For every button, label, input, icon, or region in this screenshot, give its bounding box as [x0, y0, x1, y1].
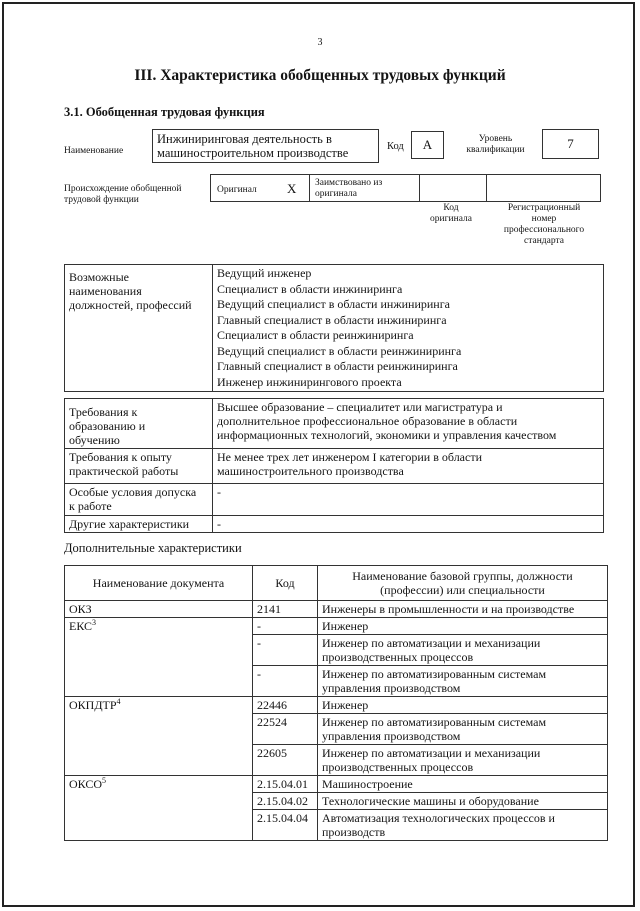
code-cell: 2.15.04.04	[253, 810, 318, 841]
borrowed-label	[315, 178, 382, 200]
subsection-title: 3.1. Обобщенная трудовая функция	[64, 105, 265, 119]
code-cell: 2.15.04.01	[253, 776, 318, 793]
col-doc-header: Наименование документа	[65, 566, 253, 601]
req-label-line: практической работы	[69, 464, 179, 478]
origin-label-line1: Происхождение обобщенной	[64, 184, 182, 194]
req-special-label	[65, 484, 213, 516]
name-line: производственных процессов	[322, 650, 474, 664]
footnote-mark: 3	[92, 618, 97, 627]
positions-list	[213, 265, 604, 392]
code-cell: -	[253, 618, 318, 635]
req-education-label	[65, 399, 213, 449]
level-label-line1: Уровень	[478, 134, 513, 144]
reg-caption-line2: номер	[531, 214, 557, 224]
req-education-value	[213, 399, 604, 449]
doc-cell	[65, 697, 253, 776]
code-caption-line2: оригинала	[430, 214, 472, 224]
name-cell: Инженеры в промышленности и на производстве	[318, 601, 608, 618]
doc-cell	[65, 776, 253, 841]
level-label	[458, 134, 533, 156]
position-item: Специалист в области реинжиниринга	[217, 328, 414, 342]
req-label-line: образованию и	[69, 419, 146, 433]
name-cell	[318, 666, 608, 697]
divider	[486, 175, 487, 201]
name-line: Автоматизация технологических процессов и	[322, 811, 555, 825]
req-experience-label	[65, 449, 213, 484]
reg-caption-line4: стандарта	[524, 236, 564, 246]
additional-table	[64, 565, 608, 841]
reg-caption-line3: профессионального	[503, 225, 585, 235]
req-other-value: -	[213, 516, 604, 533]
origin-label-line2: трудовой функции	[64, 195, 139, 205]
col-code-header: Код	[253, 566, 318, 601]
name-cell	[318, 810, 608, 841]
positions-label-line3: должностей, профессий	[69, 298, 192, 312]
name-label: Наименование	[64, 146, 124, 156]
name-cell	[318, 745, 608, 776]
reg-caption-line1: Регистрационный	[507, 203, 581, 213]
original-mark: X	[287, 181, 297, 196]
position-item: Специалист в области инжиниринга	[217, 281, 403, 296]
level-value: 7	[542, 129, 599, 159]
borrowed-label-line1: Заимствовано из	[315, 178, 383, 188]
code-cell: -	[253, 635, 318, 666]
req-other-label: Другие характеристики	[65, 516, 213, 533]
code-cell: 2.15.04.02	[253, 793, 318, 810]
footnote-mark: 4	[116, 697, 121, 706]
req-value-line: информационных технологий, экономики и управления качеством	[217, 428, 557, 442]
divider	[309, 175, 310, 201]
req-label-line: к работе	[69, 499, 112, 513]
name-line: Инженер по автоматизации и механизации	[322, 636, 541, 650]
req-value-line: Не менее трех лет инженером I категории в области	[217, 450, 482, 464]
table-row	[65, 697, 608, 714]
name-cell: Машиностроение	[318, 776, 608, 793]
positions-label-line1: Возможные	[69, 270, 129, 284]
position-item: Главный специалист в области реинжиниринга	[217, 359, 458, 373]
reg-number-caption	[494, 203, 594, 247]
name-line: Инженер по автоматизации и механизации	[322, 746, 541, 760]
name-cell: Инженер	[318, 618, 608, 635]
name-line: производств	[322, 825, 386, 839]
name-value-line2: машиностроительном производстве	[157, 146, 349, 160]
code-caption-line1: Код	[443, 203, 459, 213]
origin-label	[64, 184, 182, 206]
code-cell: 2141	[253, 601, 318, 618]
table-row	[65, 776, 608, 793]
code-cell: -	[253, 666, 318, 697]
positions-label-line2: наименования	[69, 284, 142, 298]
name-line: управления производством	[322, 729, 461, 743]
code-cell: 22524	[253, 714, 318, 745]
col-name-line2: (профессии) или специальности	[380, 583, 545, 597]
positions-table	[64, 264, 604, 392]
doc-name: ОКСО	[69, 777, 103, 791]
requirements-table	[64, 398, 604, 533]
position-item: Главный специалист в области инжиниринга	[217, 312, 447, 327]
code-cell: 22605	[253, 745, 318, 776]
level-label-line2: квалификации	[466, 145, 525, 155]
footnote-mark: 5	[102, 776, 107, 785]
code-label: Код	[387, 141, 404, 152]
table-row	[65, 618, 608, 635]
doc-cell: ОКЗ	[65, 601, 253, 618]
name-line: производственных процессов	[322, 760, 474, 774]
position-item: Инженер инжинирингового проекта	[217, 374, 402, 389]
position-item: Ведущий специалист в области реинжиниринга	[217, 343, 462, 358]
req-value-line: Высшее образование – специалитет или магистратура и	[217, 400, 503, 414]
req-experience-value	[213, 449, 604, 484]
req-label-line: Требования к	[69, 405, 138, 419]
code-value: А	[411, 131, 444, 159]
divider	[419, 175, 420, 201]
code-cell: 22446	[253, 697, 318, 714]
req-special-value: -	[213, 484, 604, 516]
col-name-line1: Наименование базовой группы, должности	[352, 569, 573, 583]
section-title: III. Характеристика обобщенных трудовых функций	[134, 67, 506, 84]
origin-box	[210, 174, 601, 202]
positions-label	[65, 265, 213, 392]
name-line: Инженер по автоматизированным системам	[322, 667, 547, 681]
name-value-line1: Инжиниринговая деятельность в	[157, 132, 332, 146]
req-label-line: Особые условия допуска	[69, 485, 197, 499]
req-label-line: Требования к опыту	[69, 450, 172, 464]
position-item: Ведущий инженер	[217, 266, 312, 280]
name-value-box	[152, 129, 379, 163]
doc-name: ОКПДТР	[69, 698, 117, 712]
original-label: Оригинал	[217, 185, 257, 195]
page-number: 3	[317, 37, 323, 48]
position-item: Ведущий специалист в области инжиниринга	[217, 297, 450, 311]
name-cell	[318, 714, 608, 745]
table-row	[65, 601, 608, 618]
doc-cell	[65, 618, 253, 697]
additional-title: Дополнительные характеристики	[64, 541, 242, 555]
req-value-line: машиностроительного производства	[217, 464, 404, 478]
name-cell: Технологические машины и оборудование	[318, 793, 608, 810]
name-line: управления производством	[322, 681, 461, 695]
name-line: Инженер по автоматизированным системам	[322, 715, 547, 729]
name-cell	[318, 635, 608, 666]
name-cell: Инженер	[318, 697, 608, 714]
code-original-caption	[418, 203, 484, 225]
borrowed-label-line2: оригинала	[315, 189, 357, 199]
req-value-line: дополнительное профессиональное образование в области	[217, 414, 518, 428]
doc-name: ЕКС	[69, 619, 93, 633]
req-label-line: обучению	[69, 433, 120, 447]
col-name-header	[318, 566, 608, 601]
